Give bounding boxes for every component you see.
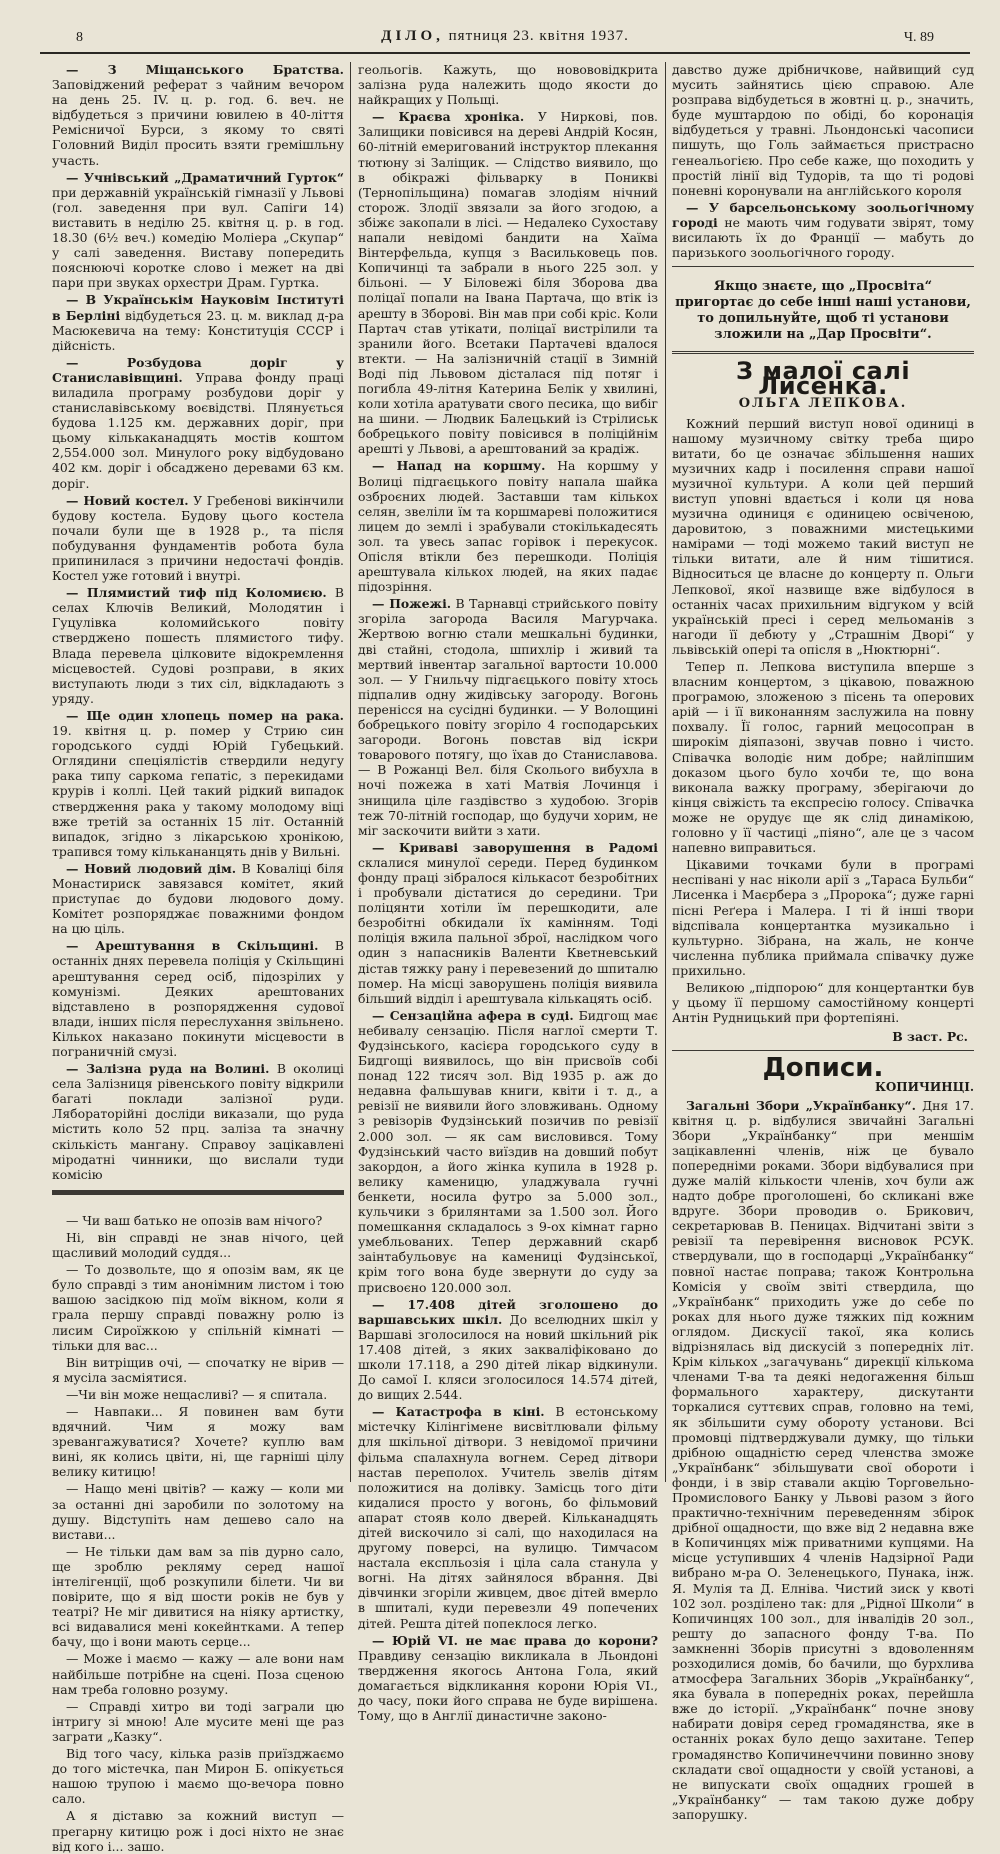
feuilleton-paragraph: Від того часу, кілька разів приїзджаємо до того містечка, пан Мирон Б. опікується нашою трупою і маємо що-вечора повно сало. <box>52 1746 344 1807</box>
news-text: при державній українській гімназії у Львові (гол. заведення при вул. Сапіги 14) виставить в неділю 25. квітня ц. р. в год. 18.30 (6½ веч.) комедію Моліера „Скупар“ у салі заведення. Виставу попередить пояснюючі коротке слово і межет на дві пари при звуках орхестри Драм. Гуртка. <box>52 184 344 291</box>
news-text: давство дуже дрібничкове, найвищий суд мусить зайнятись цією справою. Але розправа відбудеться в жовтні ц. р., значить, буде муштардою по обіді, бо коронація відбудеться у травні. Льондонські часописи пишуть, що Голь займається пристрасно генеальогією. Про себе каже, що походить у простій лінії від Тудорів, та що ті родові поневні коронували на англійського короля <box>672 62 974 198</box>
news-item <box>52 938 344 1059</box>
news-text: відбудеться 23. ц. м. виклад д-ра Масюкевича на тему: Конституція СССР і дійсність. <box>52 307 344 353</box>
feuilleton-paragraph: — То дозвольте, що я опозім вам, як це було справді з тим анонімним листом і тою вашою засідкою під моїм вікном, коли я грала першу справді поважну ролю із лисим Сироїжкою у спільній кімнаті — тільки для вас... <box>52 1262 344 1353</box>
news-headline: — 17.408 дітей зголошено до варшавських шкіл. <box>358 1296 658 1327</box>
news-text: В околиці села Залізниця рівенського повіту відкрили багаті поклади залізної руди. Лябораторійні досліди виказали, що руда містить коло 52 прц. заліза та значну скількість мангану. Справоу зацікавлені міродатні чинники, що вислали туди комісію <box>52 1061 344 1182</box>
news-text: До вселюдних шкіл у Варшаві зголосилося на новий шкільний рік 17.408 дітей, з яких закваліфіковано до школи 17.118, а 290 дітей лікар відкинули. До самої І. кляси зголосилося 14.574 дітей, до вищих 2.544. <box>358 1311 658 1403</box>
feuilleton-paragraph: Ні, він справді не знав нічого, цей щасливий молодий суддя... <box>52 1229 344 1261</box>
news-text: В останніх днях перевела поліція у Скільщині арештування серед осіб, підозрілих у комунізмі. Деяких арештованих відставлено в розпорядження судової влади, інших після переслухання звільнено. Кількох наказано покинути місцевости в пограничній смузі. <box>52 938 344 1059</box>
feuilleton-paragraph: — Не тільки дам вам за пів дурно сало, ще зроблю рекляму серед нашої інтелігенції, щоб розкупили білети. Чи ви повірите, що я від шости років не був у театрі? Не міг дивитися на ніяку артистку, всі видавалися мені кокейнтками. А тепер бачу, що і вони мають серце... <box>52 1543 344 1650</box>
news-text: Заповіджений реферат з чайним вечором на день 25. IV. ц. р. год. 6. веч. не відбудеться з причини ювилею в 40-ліття Ремісничої Бурси, з якому то святі Головний Виділ просить взяти гремішльну участь. <box>52 77 344 168</box>
article-title: З малої салі Лисенка. <box>735 357 911 401</box>
masthead <box>40 28 970 45</box>
news-headline: — Новий костел. <box>66 492 189 508</box>
news-headline: — Ще один хлопець помер на рака. <box>66 707 344 723</box>
divider <box>672 266 974 267</box>
issue-number: Ч. 89 <box>903 30 934 45</box>
news-text: Бидгощ має небивалу сензацію. Після наглої смерти Т. Фудзінського, касієра городського суду в Бидгощі виявилось, що він присвоїв собі понад 122 тисяч зол. Від 1935 р. аж до недавна фальшував книги, квіти і т. д., а ревізії не виявили його зловживань. Одному з ревізорів Фудзінський позичив по ревізії 2.000 зол. — як сам висловився. Тому Фудзінський часто виїздив на довший побут закордон, а його жінка купила в 1928 р. велику каменицю, уладжувала гучні бенкети, носила футро за 5.000 зол., кульчики з брилянтами за 1.500 зол. Його помешкання складалось з 9-ох кімнат гарно умебльованих. Тепер державний скарб заінтабульовує на камениці Фудзінської, крім того вона буде звернути до суду за присвоєно 120.000 зол. <box>358 1007 658 1295</box>
article-signature: В заст. Рс. <box>892 1029 968 1045</box>
column-rule <box>665 62 666 1482</box>
article-paragraph: Цікавими точками були в програмі неспівані у нас ніколи арії з „Тараса Бульби“ Лисенка і Маєрбера з „Пророка“; дуже гарні пісні Реґера і Малера. І ті й інші твори відспівала концертантка музикально і культурно. Зібрана, на жаль, не конче численна публика приймала співачку дуже прихильно. <box>672 857 974 978</box>
news-headline: — Розбудова доріг у Станиславівщині. <box>52 354 344 385</box>
news-text: У Гребенові викінчили будову костела. Будову цього костела почали були ще в 1928 р., та після побудування фундаментів робота була припинилася з причини недостачі фондів. Костел уже готовий і внутрі. <box>52 492 344 584</box>
news-item <box>52 292 344 352</box>
news-item <box>52 585 344 706</box>
column-2 <box>358 62 658 1724</box>
news-item <box>358 109 658 456</box>
news-headline: — Краєва хроніка. <box>372 109 525 125</box>
section-title: Дописи. <box>762 1053 884 1084</box>
column-1 <box>52 62 344 1854</box>
column-3 <box>672 62 974 1822</box>
news-item <box>358 1297 658 1403</box>
divider <box>672 1050 974 1051</box>
issue-date: пятниця 23. квітня 1937. <box>448 28 629 44</box>
feuilleton-paragraph: — Справді хитро ви тоді заграли цю інтригу зі мною! Але мусите мені ще раз заграти „Казку“. <box>52 1698 344 1744</box>
news-item <box>358 1404 658 1630</box>
news-text: геольогів. Кажуть, що новововідкрита залізна руда належить щодо якости до найкращих у Польщі. <box>358 62 658 108</box>
news-headline: — Сензаційна афера в суді. <box>372 1007 574 1023</box>
feuilleton-paragraph: — Нащо мені цвітів? — кажу — коли ми за останні дні заробили по золотому на душу. Відступіть нам дешево сало на вистави... <box>52 1481 344 1542</box>
news-item <box>52 493 344 584</box>
news-text: На коршму у Волиці підгаєцького повіту напала шайка озброєних людей. Заставши там кількох селян, звелiли їм та коршмареві положитися лицем до землі і зрабували стокількадесять зол. та увесь запас горівок і перекусок. Опісля втікли без перешкоди. Поліція арештувала кількох людей, на яких падає підозріння. <box>358 458 658 595</box>
news-text: В Тарнавці стрийського повіту згоріла загорода Василя Магурчака. Жертвою вогню стали мешкальні будинки, дві стайні, стодола, шпихлір і живий та мертвий інвентар загальної вартости 10.000 зол. — У Гнильчу підгаєцького повіту хтось підпалив одну жидівську загороду. Вогонь перенісся на сусідні будинки. — У Волощині бобрецького повіту згоріло 4 господарських загороди. Вогонь повстав від іскри товарового потягу, що їхав до Станиславова. — В Рожанці Вел. біля Сколього вибухла в ночі пожежа в хаті Матвія Лочинця і знищила ціле газдівство з худобою. Згорів теж 70-літній господар, що будучи хорим, не міг заскочити вийти з хати. <box>358 596 658 838</box>
news-headline: — Напад на коршму. <box>372 458 546 474</box>
news-item <box>358 840 658 1006</box>
news-headline: — Криваві заворушення в Радомі <box>372 839 658 855</box>
news-text: Дня 17. квітня ц. р. відбулися звичайні Загальні Збори „Українбанку“ при меншім зацікавленні членів, ніж це бувало попередніми роками. Збори відбувалися при дуже малій кількости членів, хоч були аж надто добре проголошені, бо скликані вже вдруге. Збори проводив о. Брикович, секретарював В. Пеницах. Відчитані звіти з ревізії та перевірення висновок РСУК. ствердували, що в господарці „Українбанку“ повної настає поправа; також Контрольна Комісія у своїм звіті ствердила, що „Українбанк“ приходить уже до себе по роках для нього дуже тяжких під кожним оглядом. Дискусії такої, яка колись відрізнялась від дискусій з попередніх літ. Крім кількох „загачувань“ дирекції кількома членами Т-ва та деякі недогаження більш формального характеру, дискутанти торкалися суттєвих справ, головно на темі, як збільшити суму обороту установи. Всі промовці підтверджували думку, що тільки дрібною ощадністю серед членства зможе „Українбанк“ збільшувати свої обороти і фонди, і в звір ставали акцію Торговельно-Промислового Банку у Львові разом з його практично-технічним переведенням збірок дрібної ощадности, що вже від 2 недавна вже в Копичинцях між приватними купцями. На місце уступивших 4 членів Надзірної Ради вибрано м-ра О. Зеленецького, Пунака, інж. Я. Мулія та Д. Елніва. Чистий зиск у квоті 102 зол. розділено так: для „Рідної Школи“ в Копичинцях 100 зол., для інвалідів 20 зол., решту до запасного фонду Т-ва. По замкненні Зборів присутні з вдоволенням розходилися домів, бо бачили, що бурхлива атмосфера Загальних Зборів „Українбанку“, яка бувала в попередніх роках, перейшла вже до історії. „Українбанк“ почне знову набирати довіря серед громадянства, яке в останніх роках було дещо захитане. Тепер громадянство Копичинеччини повинно знову складати свої ощадности у своїй установі, а не випускати своїх ощадних грошей в „Українбанку“ — там такою дуже добру запорушку. <box>672 1097 974 1822</box>
dateline-place: КОПИЧИНЦІ. <box>874 1080 974 1095</box>
news-headline: — Катастрофа в кіні. <box>372 1404 545 1420</box>
feuilleton-divider <box>52 1190 344 1203</box>
feuilleton-paragraph: — Чи ваш батько не опозів вам нічого? <box>66 1212 323 1228</box>
news-item <box>52 355 344 491</box>
news-item <box>358 458 658 594</box>
news-item <box>672 200 974 260</box>
news-headline: Загальні Збори „Українбанку“. <box>686 1097 916 1113</box>
news-headline: — Новий людовий дім. <box>66 860 237 876</box>
article-paragraph: Тепер п. Лепкова виступила вперше з власним концертом, з цікавою, поважною програмою, зложеною з пісень та оперових арій — і її виконанням заслужила на повну похвалу. Її голос, гарний мецосопран в широкім діяпазоні, звучав повно і чисто. Співачка володіє ним добре; найліпшим доказом цього було хочби те, що вона виконала важку програму, зберігаючи до кінця свіжість та експресію голосу. Співачка може не орудує ще як слід динамікою, головно у її частиці „піяно“, але це з часом напевно виправиться. <box>672 659 974 856</box>
news-item <box>358 596 658 838</box>
feuilleton-paragraph: А я діставю за кожний виступ — прегарну китицю рож і досі ніхто не знає від кого і... зашо. <box>52 1808 344 1854</box>
article-paragraph: Великою „підпорою“ для концертантки був у цьому її першому самостійному концерті Антін Рудницький при фортепіяні. <box>672 979 974 1026</box>
news-text: Правдиву сензацію викликала в Льондоні твердження якогось Антона Гола, який домагається відкликання корони Юрія VI., до часу, поки його справа не буде вирішена. Тому, що в Англії династичне законо- <box>358 1647 658 1724</box>
news-headline: — Залізна руда на Волині. <box>66 1061 270 1077</box>
news-text: В Коваліці біля Монастириск завязався комітет, який приступає до будови людового дому. Комітет розпоряджає поважними фондом на цю ціль. <box>52 860 344 937</box>
news-item <box>672 1098 974 1823</box>
news-headline: — Арештування в Скільщині. <box>66 938 319 954</box>
news-item <box>52 861 344 936</box>
news-text: В селах Ключів Великий, Молодятин і Гуцулівка коломийського повіту стверджено пошесть плямистого тифу. Влада перевела цілковите відокремлення місцевостей. Судові розправи, в яких виступають люди з тих сіл, відкладають з уряду. <box>52 585 344 706</box>
news-item <box>358 1008 658 1295</box>
prosvita-notice: Якщо знаєте, що „Просвіта“ пригортає до себе інші наші установи, то допильнуйте, щоб ті установи зложили на „Дар Просвіти“. <box>672 273 974 354</box>
feuilleton-paragraph: Він витріщив очі, — спочатку не вірив — я мусіла засміятися. <box>52 1354 344 1385</box>
news-text: Управа фонду праці виладила програму розбудови доріг у станиславівському воєвідстві. Плянується будова 1.125 км. державних доріг, при цьому кількаканадцять мостів коштом 2,554.000 зол. Минулого року відбудовано 402 км. доріг і обсаджено деревами 63 км. доріг. <box>52 369 344 491</box>
news-headline: — У барсельонському зоольогічному городі <box>672 199 974 230</box>
news-headline: — В Українськім Науковім Інституті в Берліні <box>52 292 344 323</box>
news-text: 19. квітня ц. р. помер у Стрию син городського судді Юрій Губецький. Оглядини спеціялістів ствердили недугу рака типу саркома гепатіс, з перекидами крурів і коллі. Цей такий рідкий випадок ствердження рака у такому молодому віці вже третій за останніх 15 літ. Останній випадок, згідно з лікарською хронікою, трапився тому кількананцять днів у Вильні. <box>52 723 344 859</box>
news-text: У Ниркові, пов. Залищики повісився на дереві Андрій Косян, 60-літній емеригований інструктор плекання тютюну зі Заліщик. — Слідство виявило, що в обікражі фільварку в Пониквi (Тернопільщина) помагав злодіям нічний сторож. Злодії звязали за його згодою, а збіжє закопали в лісі. — Недалеко Сухоставу напали невідомі бандити на Хаїма Вінтерфельда, купця з Васильковець пов. Копичинці та забрали в нього 225 зол. у більоні. — У Біловежі біля Зборова два поліцаї попали на Івана Партача, що втік із арешту в Зборові. Він мав при собі кріс. Коли Партач став утікати, поліцаї вистрілили та зранили його. Всетаки Партачеві вдалося втекти. — На залізничній стації в Зимній Воді під Львовом дісталася під потяг і погибла 49-літня Катерина Белік у хвилині, коли хотіла аратувати свого песика, що вибіг на шини. — Людвик Балецький із Стрілиськ бобрецького повіту повісився в поліційнім арешті у Львові, а арештований за крадіж. <box>358 109 658 457</box>
feuilleton-paragraph: —Чи він може нещасливі? — я спитала. <box>66 1386 328 1402</box>
news-headline: — Учнівський „Драматичний Гурток“ <box>66 169 344 185</box>
news-text: не мають чим годувати звірят, тому висилають їх до Франції — мабуть до паризького зоольогічного городу. <box>672 214 974 261</box>
news-text: В естонському містечку Кілінгімене висвітлювали фільму для шкільної дітвори. З невідомої причини фільма спалахнула вогнем. Серед дітвори настав переполох. Учитель звелів дітям положитися на долівку. Замісць того діти кидалися просто у вогонь, бо фільмовий апарат стояв коло дверей. Кільканадцять дітей вискочило зі салі, що находилася на другому поверсі, на вулицю. Тимчасом настала експльозія і ціла сала станула у вогні. На дітях зайнялося вбрання. Дві дівчинки згоріли живцем, двоє дітей вмерло в шпиталі, куди перевезли 49 попечених дітей. Решта дітей попеклося легко. <box>358 1404 658 1631</box>
news-headline: — Юрій VI. не має права до корони? <box>372 1632 658 1648</box>
news-text: склалися минулої середи. Перед будинком фонду праці зібралося кількасот безробітних і пробували дістатися до середини. Три поліцянти хотіли їм перешкодити, але безробітні обкидали їх камінням. Тоді поліція вжила пальної зброї, наслідком чого один з напасників Валенти Кветневський дістав тяжку рану і перевезений до шпиталю помер. На місці заворушень поліція виявила більший відділ і арештувала кількацять осіб. <box>358 854 658 1006</box>
news-item <box>52 62 344 168</box>
news-headline: — З Міщанського Братства. <box>66 62 344 77</box>
news-item <box>358 1633 658 1724</box>
feuilleton-paragraph: — Може і маємо — кажу — але вони нам найбільше потрібне на сцені. Поза сценою нам треба головно розуму. <box>52 1651 344 1697</box>
column-rule <box>350 62 351 1482</box>
article-paragraph: Кожний перший виступ нової одиниці в нашому музичному світку треба щиро витати, бо це означає збільшення наших музичних кадр і посилення справи нашої музичної культури. А коли цей перший виступ уповні вдається і коли ця нова музична одиниця є одиницею освіченою, даровитою, з поважними мистецькими намірами — тоді можемо такий виступ не тільки витати, але й ним тішитися. Відноситься це власне до концерту п. Ольги Лепкової, якої назвище вже відбулося в останніх часах прихильним відгуком у всій українській пресі і серед мельоманів з нагоди її дебюту у „Страшнім Дворі“ у львівській опері та опісля в „Нюктюрні“. <box>672 415 974 657</box>
page-number: 8 <box>76 30 83 45</box>
news-item <box>52 708 344 859</box>
news-item <box>52 170 344 291</box>
news-item <box>52 1061 344 1182</box>
news-headline: — Пожежі. <box>372 596 452 612</box>
feuilleton-paragraph: — Навпаки... Я повинен вам бути вдячний. Чим я можу вам зревангажуватися? Хочете? куплю вам вині, як колись цвіти, ні, ще гарніші цілу велику китицю! <box>52 1403 344 1480</box>
news-headline: — Плямистий тиф під Коломиєю. <box>66 585 327 601</box>
page-header <box>40 22 970 54</box>
masthead-title: ДІЛО, <box>381 28 444 44</box>
article-byline: ОЛЬГА ЛЕПКОВА. <box>738 396 908 412</box>
